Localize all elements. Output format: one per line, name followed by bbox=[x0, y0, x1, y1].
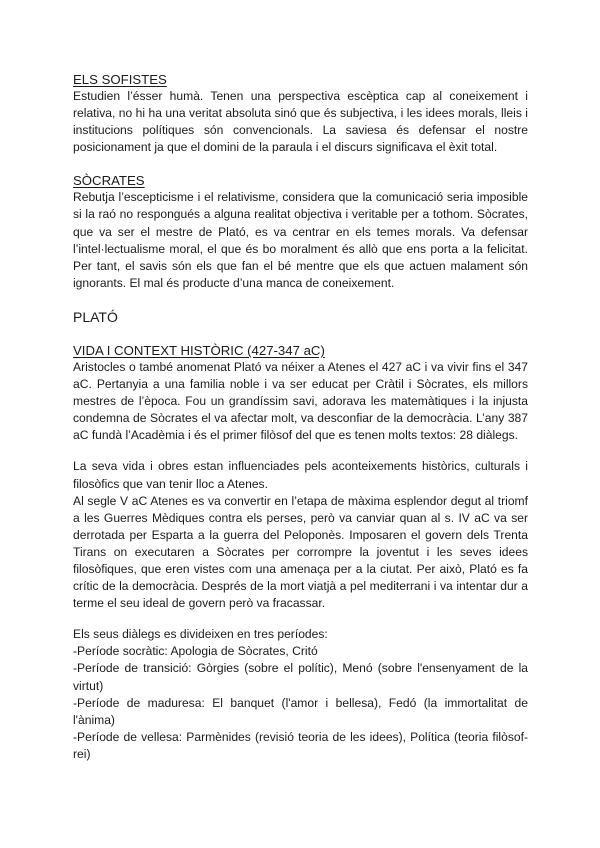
heading-socrates: SÒCRATES bbox=[73, 173, 145, 189]
paragraph-vida-2: La seva vida i obres estan influenciades pels aconteixements històrics, culturals i filosòfics que van tenir lloc a Atenes. bbox=[73, 459, 528, 491]
heading-plato: PLATÓ bbox=[73, 308, 118, 325]
paragraph-sofistes: Estudien l’ésser humà. Tenen una perspectiva escèptica cap al coneixement i relativa, no hi ha una veritat absoluta sinó que és subjectiva, i les idees morals, lleis i institucions polítiques són convencionals. La saviesa és defensar el nostre posicionament ja que el domini de la paraula i el discurs significava el èxit total. bbox=[73, 89, 528, 155]
heading-vida-context: VIDA I CONTEXT HISTÒRIC (427-347 aC) bbox=[73, 342, 325, 358]
heading-sofistes: ELS SOFISTES bbox=[73, 72, 167, 87]
list-item-periode-socratic: -Període socràtic: Apologia de Sòcrates, Critó bbox=[73, 644, 318, 659]
document-page bbox=[73, 71, 528, 763]
paragraph-dialegs-intro: Els seus diàlegs es divideixen en tres períodes: bbox=[73, 627, 328, 642]
paragraph-socrates: Rebutja l’escepticisme i el relativisme, considera que la comunicació seria imposible si la raó no respongués a alguna realitat objectiva i veritable per a tothom. Sòcrates, que va ser el mestre de Plató, es va centrar en els temes morals. Va defensar l’intel·lectualisme moral, el que és bo moralment és allò que ens porta a la felicitat. Per tant, el savis són els que fan el bé mentre que els que actuen malament són ignorants. El mal és producte d’una manca de coneixement. bbox=[73, 190, 528, 290]
list-item-periode-transicio: -Període de transició: Gòrgies (sobre el polític), Menó (sobre l'ensenyament de la virtut) bbox=[73, 661, 528, 693]
paragraph-vida-3: Al segle V aC Atenes es va convertir en l’etapa de màxima esplendor degut al triomf a les Guerres Mèdiques contra els perses, però va canviar quan al s. IV aC va ser derrotada per Esparta a la guerra del Peloponès. Imposaren el govern dels Trenta Tirans on executaren a Sòcrates per corrompre la joventut i les seves idees filosòfiques, que eren vistes com una amenaça per a la ciutat. Per això, Plató es fa crític de la democràcia. Després de la mort viatjà a pel mediterrani i va intentar dur a terme el seu ideal de govern però va fracassar. bbox=[73, 493, 528, 611]
paragraph-vida-1: Aristocles o també anomenat Plató va néixer a Atenes el 427 aC i va vivir fins el 347 aC. Pertanyia a una familia noble i va ser educat per Cràtil i Sòcrates, els millors mestres de l’època. Fou un grandíssim savi, adorava les matemàtiques i la injusta condemna de Sòcrates el va afectar molt, va desconfiar de la democràcia. L’any 387 aC fundà l’Acadèmia i és el primer filòsof del que es tenen molts textos: 28 diàlegs. bbox=[73, 359, 528, 443]
list-item-periode-vellesa: -Període de vellesa: Parmènides (revisió teoria de les idees), Política (teoria filòsof-rei) bbox=[73, 729, 528, 761]
list-item-periode-maduresa: -Període de maduresa: El banquet (l'amor i bellesa), Fedó (la immortalitat de l'ànima) bbox=[73, 695, 528, 727]
